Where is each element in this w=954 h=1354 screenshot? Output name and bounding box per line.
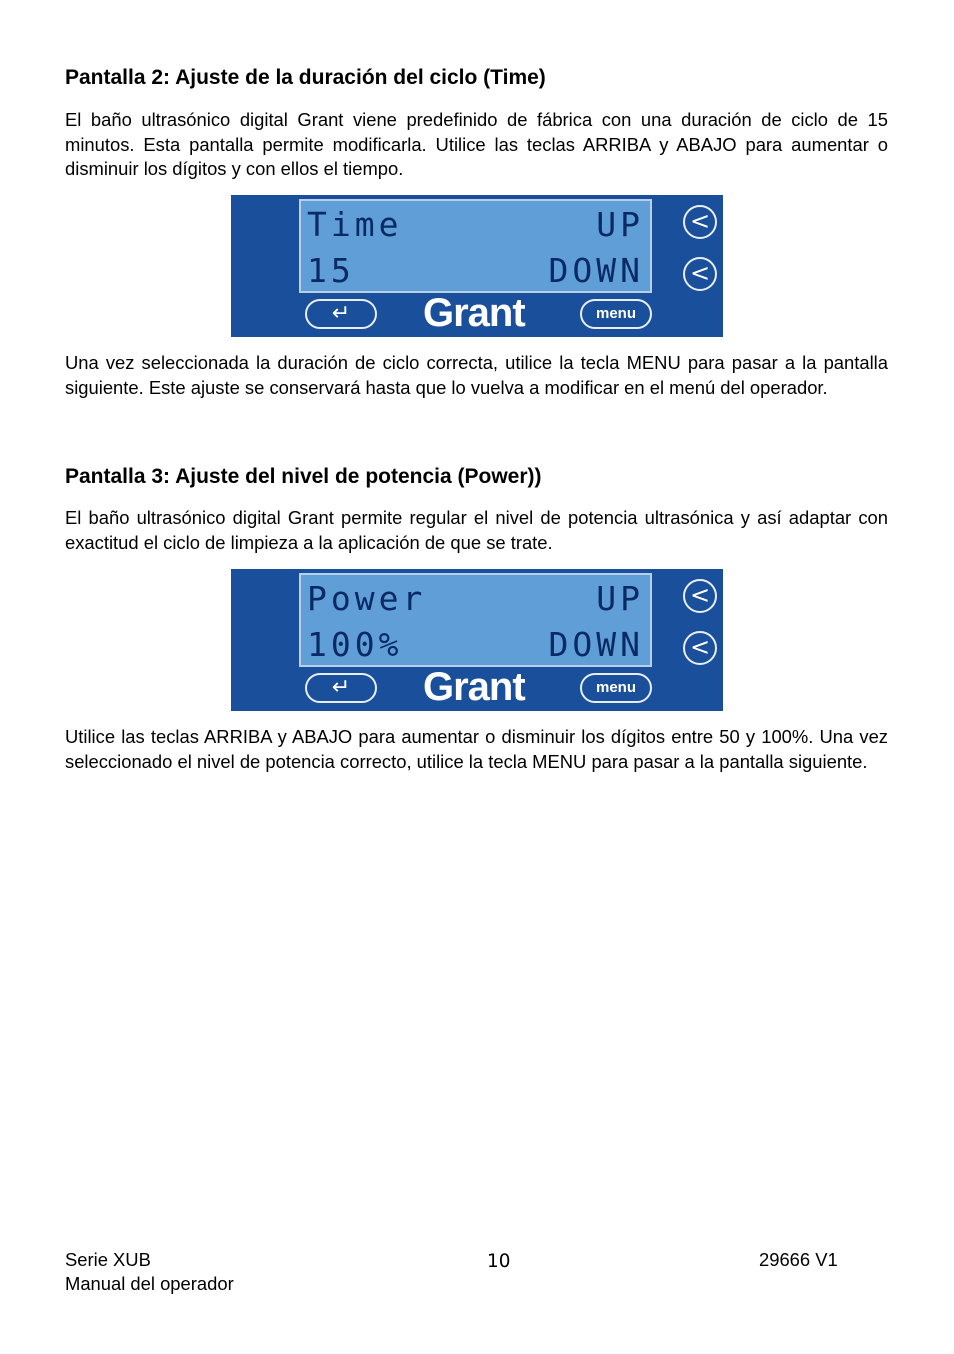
control-panel-power — [231, 569, 723, 711]
menu-button[interactable]: menu — [580, 299, 652, 329]
lcd-value: 15 — [307, 251, 355, 290]
enter-icon: ↵ — [331, 675, 351, 700]
enter-icon: ↵ — [331, 301, 351, 326]
lcd-display — [299, 199, 652, 293]
down-button[interactable]: < — [683, 631, 717, 665]
lcd-down-label: DOWN — [548, 625, 644, 664]
lcd-up-label: UP — [596, 579, 644, 618]
down-button[interactable]: < — [683, 257, 717, 291]
lcd-up-label: UP — [596, 205, 644, 244]
document-code: 29666 V1 — [759, 1249, 838, 1270]
control-panel-time — [231, 195, 723, 337]
up-button[interactable]: < — [683, 205, 717, 239]
paragraph-time-after: Una vez seleccionada la duración de ciclo correcta, utilice la tecla MENU para pasar a la pantalla siguiente. Este ajuste se conservará hasta que lo vuelva a modificar en el menú del operador. — [65, 352, 888, 398]
up-button[interactable]: < — [683, 579, 717, 613]
lcd-label: Time — [307, 205, 403, 244]
footer-manual: Manual del operador — [65, 1273, 234, 1294]
footer-series: Serie XUB — [65, 1249, 151, 1270]
menu-button[interactable]: menu — [580, 673, 652, 703]
paragraph-time-intro: El baño ultrasónico digital Grant viene predefinido de fábrica con una duración de ciclo de 15 minutos. Esta pantalla permite modificarla. Utilice las teclas ARRIBA y ABAJO para aumentar o disminuir los dígitos y con ellos el tiempo. — [65, 109, 888, 179]
lcd-label: Power — [307, 579, 427, 618]
page-number: 10 — [487, 1251, 511, 1272]
section-heading-power: Pantalla 3: Ajuste del nivel de potencia (Power)) — [65, 465, 542, 488]
brand-logo: Grant — [423, 665, 525, 709]
section-heading-time: Pantalla 2: Ajuste de la duración del ciclo (Time) — [65, 66, 546, 89]
paragraph-power-after: Utilice las teclas ARRIBA y ABAJO para aumentar o disminuir los dígitos entre 50 y 100%. Una vez seleccionado el nivel de potencia correcto, utilice la tecla MENU para pasar a la pantalla siguiente. — [65, 726, 888, 772]
paragraph-power-intro: El baño ultrasónico digital Grant permite regular el nivel de potencia ultrasónica y así adaptar con exactitud el ciclo de limpieza a la aplicación de que se trate. — [65, 507, 888, 553]
enter-button[interactable] — [305, 299, 377, 329]
enter-button[interactable] — [305, 673, 377, 703]
lcd-down-label: DOWN — [548, 251, 644, 290]
brand-logo: Grant — [423, 291, 525, 335]
lcd-display — [299, 573, 652, 667]
lcd-value: 100% — [307, 625, 403, 664]
